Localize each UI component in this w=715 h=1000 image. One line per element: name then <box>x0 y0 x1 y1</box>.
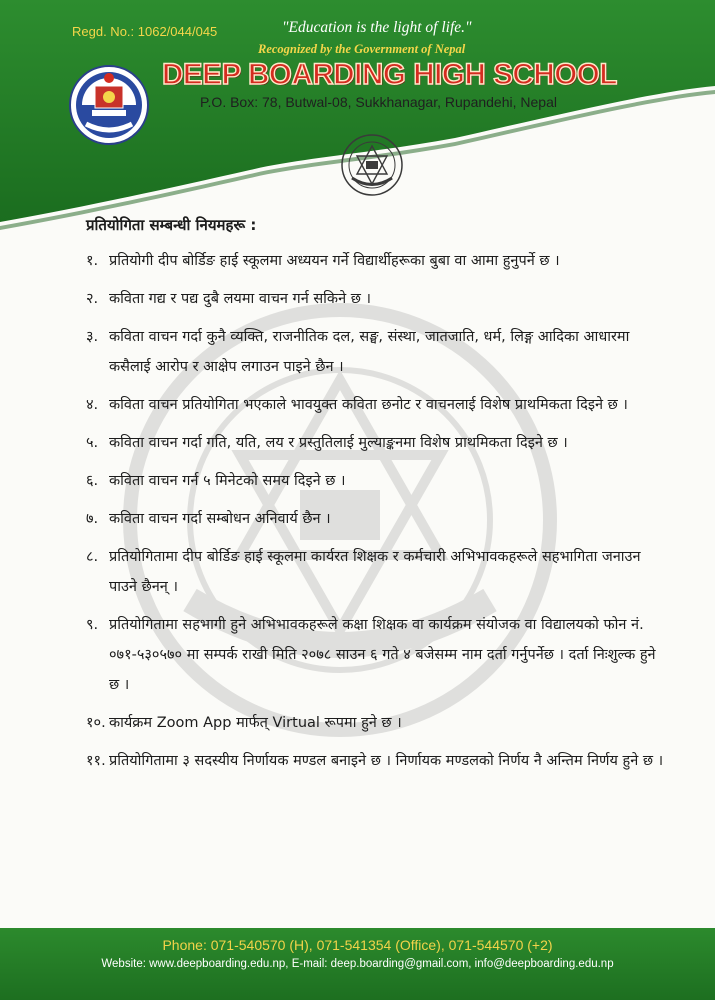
rule-number: २. <box>86 291 99 307</box>
rules-list <box>86 246 666 776</box>
rule-text: कविता गद्य र पद्य दुबै लयमा वाचन गर्न सकिने छ । <box>109 291 371 307</box>
school-logo <box>68 64 150 146</box>
letterhead-footer <box>0 928 715 1000</box>
rule-item <box>86 708 666 738</box>
recognition-line: Recognized by the Government of Nepal <box>258 42 466 56</box>
rule-text: कविता वाचन गर्न ५ मिनेटको समय दिइने छ । <box>109 473 346 489</box>
rule-text: कविता वाचन गर्दा गति, यति, लय र प्रस्तुतिलाई मुल्याङ्कनमा विशेष प्राथमिकता दिइने छ । <box>109 435 568 451</box>
rule-number: ५. <box>86 435 99 451</box>
rule-number: ११. <box>86 753 106 769</box>
rule-number: १०. <box>86 715 106 731</box>
rules-heading: प्रतियोगिता सम्बन्धी नियमहरू : <box>86 216 257 234</box>
rule-item <box>86 746 666 776</box>
registration-number: Regd. No.: 1062/044/045 <box>72 24 218 39</box>
school-seal-stamp <box>340 133 404 197</box>
rule-number: ३. <box>86 329 99 345</box>
rule-number: ९. <box>86 617 99 633</box>
rule-text: प्रतियोगितामा दीप बोर्डिङ हाई स्कूलमा कार्यरत शिक्षक र कर्मचारी अभिभावकहरूले सहभागिता जनाउन पाउने छैनन् । <box>109 549 641 595</box>
school-motto: "Education is the light of life." <box>282 19 472 36</box>
rule-item <box>86 466 666 496</box>
letterhead-header <box>0 0 715 232</box>
rule-text: प्रतियोगितामा ३ सदस्यीय निर्णायक मण्डल बनाइने छ । निर्णायक मण्डलको निर्णय नै अन्तिम निर्णय हुने छ । <box>109 753 664 769</box>
school-name: DEEP BOARDING HIGH SCHOOL <box>162 58 617 91</box>
rule-text: कविता वाचन प्रतियोगिता भएकाले भावयुक्त कविता छनोट र वाचनलाई विशेष प्राथमिकता दिइने छ । <box>109 397 628 413</box>
rule-item <box>86 246 666 276</box>
rule-text: प्रतियोगितामा सहभागी हुने अभिभावकहरूले कक्षा शिक्षक वा कार्यक्रम संयोजक वा विद्यालयको फोन नं. ०७१-५३०५७० मा सम्पर्क राखी मिति २०७८ साउन ६ गते ४ बजेसम्म नाम दर्ता गर्नुपर्नेछ । दर्ता निःशुल्क हुने छ । <box>109 617 656 693</box>
rule-text: कविता वाचन गर्दा सम्बोधन अनिवार्य छैन । <box>109 511 331 527</box>
rule-number: ७. <box>86 511 99 527</box>
rule-item <box>86 542 666 602</box>
rules-section <box>86 214 666 776</box>
rule-number: १. <box>86 253 99 269</box>
footer-phone: Phone: 071-540570 (H), 071-541354 (Office), 071-544570 (+2) <box>162 937 553 953</box>
rule-item <box>86 610 666 700</box>
rule-item <box>86 390 666 420</box>
footer-website-email: Website: www.deepboarding.edu.np, E-mail: deep.boarding@gmail.com, info@deepboarding.edu.np <box>101 958 614 970</box>
school-address: P.O. Box: 78, Butwal-08, Sukkhanagar, Rupandehi, Nepal <box>200 94 557 110</box>
rule-text: प्रतियोगी दीप बोर्डिङ हाई स्कूलमा अध्ययन गर्ने विद्यार्थीहरूका बुबा वा आमा हुनुपर्ने छ । <box>109 253 560 269</box>
rule-item <box>86 504 666 534</box>
rule-number: ४. <box>86 397 99 413</box>
rule-text: कविता वाचन गर्दा कुनै व्यक्ति, राजनीतिक दल, सङ्घ, संस्था, जातजाति, धर्म, लिङ्ग आदिका आधारमा कसैलाई आरोप र आक्षेप लगाउन पाइने छैन । <box>109 329 630 375</box>
rule-number: ८. <box>86 549 99 565</box>
rule-item <box>86 322 666 382</box>
rule-number: ६. <box>86 473 99 489</box>
rule-item <box>86 428 666 458</box>
rule-text: कार्यक्रम Zoom App मार्फत् Virtual रूपमा हुने छ । <box>109 715 402 731</box>
rule-item <box>86 284 666 314</box>
